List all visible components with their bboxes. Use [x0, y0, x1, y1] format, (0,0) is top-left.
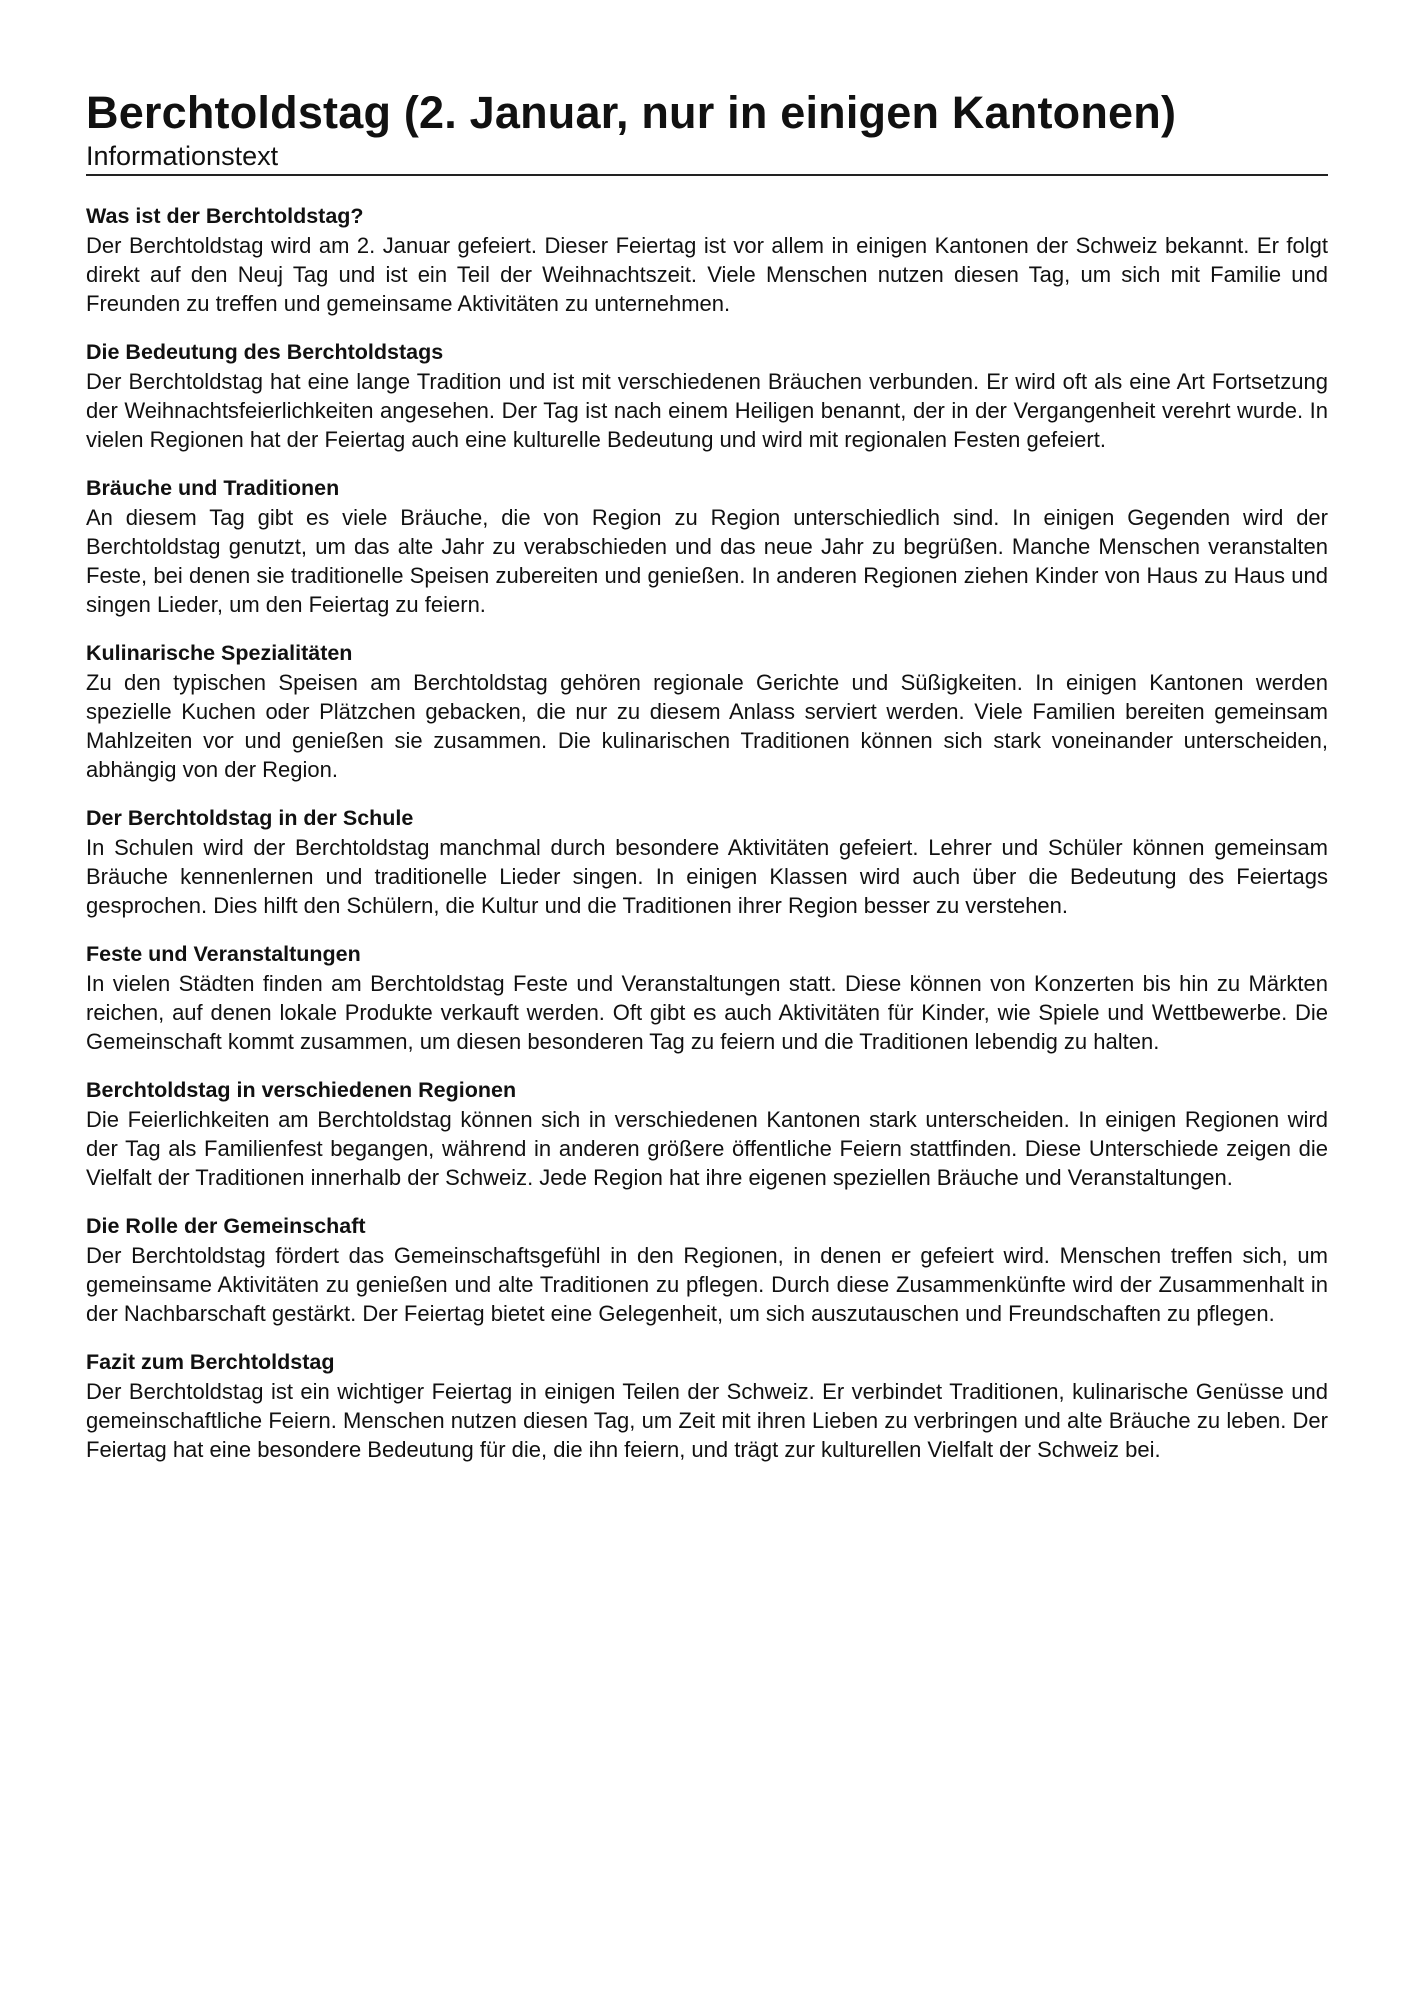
section-heading: Feste und Veranstaltungen — [86, 941, 361, 966]
section-regionen — [86, 1076, 1328, 1192]
section-feste — [86, 940, 1328, 1056]
section-body: In Schulen wird der Berchtoldstag manchmal durch besondere Aktivitäten gefeiert. Lehrer und Schüler können gemeinsam Bräuche kennenlernen und traditionelle Lieder singen. In einigen Klassen wird auch über die Bedeutung des Feiertags gesprochen. Dies hilft den Schülern, die Kultur und die Traditionen ihrer Region besser zu verstehen. — [86, 834, 1328, 918]
section-body: Zu den typischen Speisen am Berchtoldstag gehören regionale Gerichte und Süßigkeiten. In einigen Kantonen werden spezielle Kuchen oder Plätzchen gebacken, die nur zu diesem Anlass serviert werden. Viele Familien bereiten gemeinsam Mahlzeiten vor und genießen sie zusammen. Die kulinarischen Traditionen können sich stark voneinander unterscheiden, abhängig von der Region. — [86, 669, 1328, 782]
section-heading: Die Rolle der Gemeinschaft — [86, 1213, 366, 1238]
section-was-ist — [86, 202, 1328, 318]
section-braeuche — [86, 474, 1328, 619]
section-heading: Der Berchtoldstag in der Schule — [86, 805, 414, 830]
section-bedeutung — [86, 338, 1328, 454]
section-heading: Was ist der Berchtoldstag? — [86, 203, 364, 228]
section-body: Die Feierlichkeiten am Berchtoldstag können sich in verschiedenen Kantonen stark unterscheiden. In einigen Regionen wird der Tag als Familienfest begangen, während in anderen größere öffentliche Feiern stattfinden. Diese Unterschiede zeigen die Vielfalt der Traditionen innerhalb der Schweiz. Jede Region hat ihre eigenen speziellen Bräuche und Veranstaltungen. — [86, 1106, 1328, 1190]
section-body: Der Berchtoldstag ist ein wichtiger Feiertag in einigen Teilen der Schweiz. Er verbindet Traditionen, kulinarische Genüsse und gemeinschaftliche Feiern. Menschen nutzen diesen Tag, um Zeit mit ihren Lieben zu verbringen und alte Bräuche zu leben. Der Feiertag hat eine besondere Bedeutung für die, die ihn feiern, und trägt zur kulturellen Vielfalt der Schweiz bei. — [86, 1378, 1328, 1462]
section-heading: Kulinarische Spezialitäten — [86, 640, 353, 665]
section-body: Der Berchtoldstag hat eine lange Tradition und ist mit verschiedenen Bräuchen verbunden. Er wird oft als eine Art Fortsetzung der Weihnachtsfeierlichkeiten angesehen. Der Tag ist nach einem Heiligen benannt, der in der Vergangenheit verehrt wurde. In vielen Regionen hat der Feiertag auch eine kulturelle Bedeutung und wird mit regionalen Festen gefeiert. — [86, 368, 1328, 452]
section-body: In vielen Städten finden am Berchtoldstag Feste und Veranstaltungen statt. Diese können von Konzerten bis hin zu Märkten reichen, auf denen lokale Produkte verkauft werden. Oft gibt es auch Aktivitäten für Kinder, wie Spiele und Wettbewerbe. Die Gemeinschaft kommt zusammen, um diesen besonderen Tag zu feiern und die Traditionen lebendig zu halten. — [86, 970, 1328, 1054]
page-title: Berchtoldstag (2. Januar, nur in einigen Kantonen) — [86, 87, 1177, 138]
section-heading: Berchtoldstag in verschiedenen Regionen — [86, 1077, 517, 1102]
section-body: Der Berchtoldstag fördert das Gemeinschaftsgefühl in den Regionen, in denen er gefeiert wird. Menschen treffen sich, um gemeinsame Aktivitäten zu genießen und alte Traditionen zu pflegen. Durch diese Zusammenkünfte wird der Zusammenhalt in der Nachbarschaft gestärkt. Der Feiertag bietet eine Gelegenheit, um sich auszutauschen und Freundschaften zu pflegen. — [86, 1242, 1328, 1326]
section-body: An diesem Tag gibt es viele Bräuche, die von Region zu Region unterschiedlich sind. In einigen Gegenden wird der Berchtoldstag genutzt, um das alte Jahr zu verabschieden und das neue Jahr zu begrüßen. Manche Menschen veranstalten Feste, bei denen sie traditionelle Speisen zubereiten und genießen. In anderen Regionen ziehen Kinder von Haus zu Haus und singen Lieder, um den Feiertag zu feiern. — [86, 504, 1328, 617]
section-kulinarisch — [86, 639, 1328, 784]
section-fazit — [86, 1348, 1328, 1464]
title-divider — [86, 174, 1328, 176]
section-heading: Die Bedeutung des Berchtoldstags — [86, 339, 444, 364]
section-heading: Bräuche und Traditionen — [86, 475, 340, 500]
section-heading: Fazit zum Berchtoldstag — [86, 1349, 335, 1374]
section-gemeinschaft — [86, 1212, 1328, 1328]
section-body: Der Berchtoldstag wird am 2. Januar gefeiert. Dieser Feiertag ist vor allem in einigen Kantonen der Schweiz bekannt. Er folgt direkt auf den Neuj Tag und ist ein Teil der Weihnachtszeit. Viele Menschen nutzen diesen Tag, um sich mit Familie und Freunden zu treffen und gemeinsame Aktivitäten zu unternehmen. — [86, 232, 1328, 316]
section-schule — [86, 804, 1328, 920]
page-subtitle: Informationstext — [86, 140, 279, 171]
